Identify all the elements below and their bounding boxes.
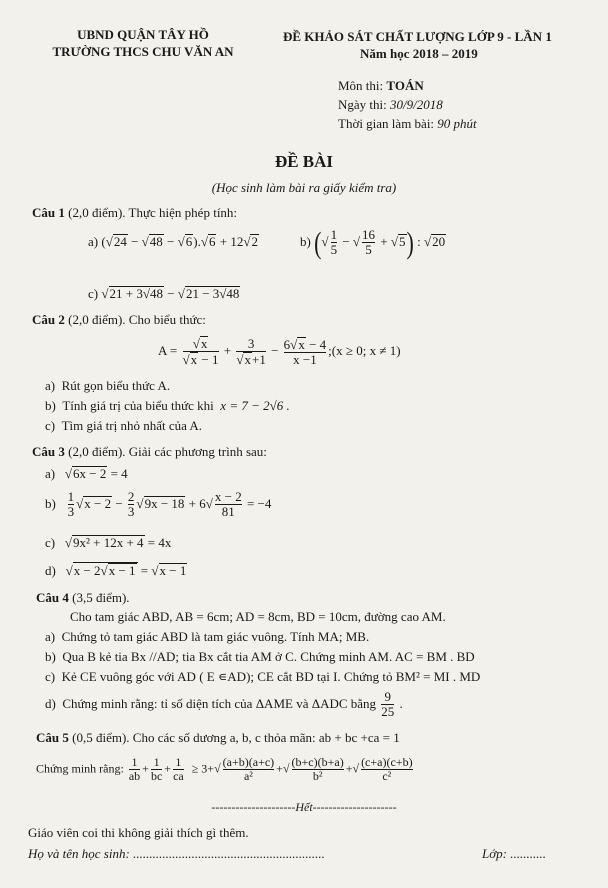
- student-name-dots: ...........................................................: [133, 846, 325, 861]
- q2-label: Câu 2: [32, 312, 65, 327]
- duration-label: Thời gian làm bài:: [338, 116, 438, 131]
- subject-label: Môn thi:: [338, 78, 387, 93]
- page-subtitle: (Học sinh làm bài ra giấy kiểm tra): [211, 180, 397, 195]
- q4-c: c) Kẻ CE vuông góc với AD ( E ∊AD); CE cắt BD tại I. Chứng tỏ BM² = MI . MD: [45, 669, 481, 684]
- school-district: UBND QUẬN TÂY HỒ: [77, 27, 209, 42]
- exam-title: ĐỀ KHẢO SÁT CHẤT LƯỢNG LỚP 9 - LẦN 1: [283, 29, 552, 44]
- q2-a-text: Rút gọn biểu thức A.: [61, 378, 171, 393]
- q2-c: c) Tìm giá trị nhỏ nhất của A.: [45, 418, 203, 433]
- class-label: Lớp:: [482, 846, 511, 861]
- q3-a: a) √6x − 2 = 4: [45, 466, 128, 481]
- q1-b: b) (√ $\frac{1}{5}$ − √ $\frac{16}{5}$ + √5) : √20: [300, 224, 446, 260]
- school-year: Năm học 2018 – 2019: [360, 46, 478, 61]
- q1-b-label: b): [300, 233, 311, 249]
- class-dots: ...........: [510, 846, 546, 861]
- q5-heading: [36, 730, 400, 746]
- q3-c: c) √9x² + 12x + 4 = 4x: [45, 535, 172, 550]
- q1-heading: [32, 205, 237, 221]
- q4-a: a) Chứng tỏ tam giác ABD là tam giác vuông. Tính MA; MB.: [45, 629, 370, 644]
- q4-heading: [36, 590, 130, 606]
- q1-c-label: c): [88, 286, 99, 301]
- end-mark: ---------------------Hết---------------------: [211, 800, 397, 814]
- school-name: TRƯỜNG THCS CHU VĂN AN: [52, 44, 234, 59]
- date-line: [338, 97, 443, 113]
- q1-points: (2,0 điểm). Thực hiện phép tính:: [64, 205, 238, 220]
- q4-d-text: Chứng minh rằng: tỉ số diện tích của ΔAME và ΔADC bằng: [62, 695, 377, 711]
- q1-c: c) √21 + 3√48 − √21 − 3√48: [88, 286, 240, 301]
- q2-b-text: Tính giá trị của biểu thức khi: [62, 398, 214, 413]
- q2-c-text: Tìm giá trị nhỏ nhất của A.: [61, 418, 203, 433]
- q1-a: [88, 234, 259, 250]
- q1-a-label: a): [88, 234, 99, 249]
- q5-label: Câu 5: [36, 730, 69, 745]
- q3-b: b) $\frac{1}{3}$ √x − 2 − $\frac{2}{3}$ √9x − 18 + 6√ $\frac{x - 2}{81}$ = −4: [45, 489, 272, 520]
- q2-b-expr: x = 7 − 2√6 .: [220, 398, 290, 413]
- q4-b: b) Qua B kẻ tia Bx //AD; tia Bx cắt tia AM ở C. Chứng minh AM. AC = BM . BD: [45, 649, 475, 664]
- q4-points: (3,5 điểm).: [68, 590, 130, 605]
- subject-line: [338, 78, 424, 94]
- q2-b: b) Tính giá trị của biểu thức khi x = 7 − 2√6 .: [45, 398, 290, 413]
- student-name-line: [28, 846, 325, 862]
- q3-label: Câu 3: [32, 444, 65, 459]
- q4-intro: Cho tam giác ABD, AB = 6cm; AD = 8cm, BD = 10cm, đường cao AM.: [70, 609, 446, 624]
- footer-note: Giáo viên coi thi không giải thích gì thêm.: [28, 825, 249, 840]
- q5-points: (0,5 điểm). Cho các số dương a, b, c thỏa mãn: ab + bc +ca = 1: [68, 730, 400, 745]
- date-value: 30/9/2018: [390, 97, 443, 112]
- q3-heading: [32, 444, 267, 460]
- q1-label: Câu 1: [32, 205, 65, 220]
- student-name-label: Họ và tên học sinh:: [28, 846, 134, 861]
- class-line: [482, 846, 546, 862]
- duration-line: [338, 116, 477, 132]
- q1-a-expr: (√24 − √48 − √6).√6 + 12√2: [101, 234, 258, 249]
- q5-inequality: Chứng minh rằng: $\frac{1}{ab}$ + $\frac{1}{bc}$ + $\frac{1}{ca}$ ≥ 3+√ $\frac{(a+b)(a+c)}{\text{a²}}$ +√ $\frac{(b+c)(b+a)}{\text{b²}}$ +√ $\frac{(c+a)(c+b)}{\text{c²}}$: [36, 755, 413, 784]
- q4-c-text: Kẻ CE vuông góc với AD ( E ∊AD); CE cắt BD tại I. Chứng tỏ BM² = MI . MD: [61, 669, 481, 684]
- q2-heading: [32, 312, 206, 328]
- q4-a-text: Chứng tỏ tam giác ABD là tam giác vuông. Tính MA; MB.: [61, 629, 370, 644]
- q4-d: d) Chứng minh rằng: tỉ số diện tích của ΔAME và ΔADC bằng $\frac{9}{25}$ .: [45, 689, 403, 720]
- q2-condition: ;(x ≥ 0; x ≠ 1): [328, 342, 401, 358]
- q5-prove-label: Chứng minh rằng:: [36, 761, 124, 776]
- q3-d: d) √x − 2√x − 1 = √x − 1: [45, 563, 187, 578]
- page-title: ĐỀ BÀI: [274, 152, 334, 171]
- subject-value: TOÁN: [386, 78, 424, 93]
- q2-points: (2,0 điểm). Cho biểu thức:: [64, 312, 206, 327]
- q2-expression: A = $\frac{√x}{√x - 1}$ + $\frac{3}{√x+1}$ − $\frac{6√x - 4}{x -1}$ ;(x ≥ 0; x ≠ 1): [158, 335, 401, 368]
- q4-b-text: Qua B kẻ tia Bx //AD; tia Bx cắt tia AM ở C. Chứng minh AM. AC = BM . BD: [62, 649, 475, 664]
- date-label: Ngày thi:: [338, 97, 390, 112]
- q2-a: a) Rút gọn biểu thức A.: [45, 378, 171, 393]
- duration-value: 90 phút: [437, 116, 477, 131]
- q3-points: (2,0 điểm). Giải các phương trình sau:: [64, 444, 267, 459]
- q4-label: Câu 4: [36, 590, 69, 605]
